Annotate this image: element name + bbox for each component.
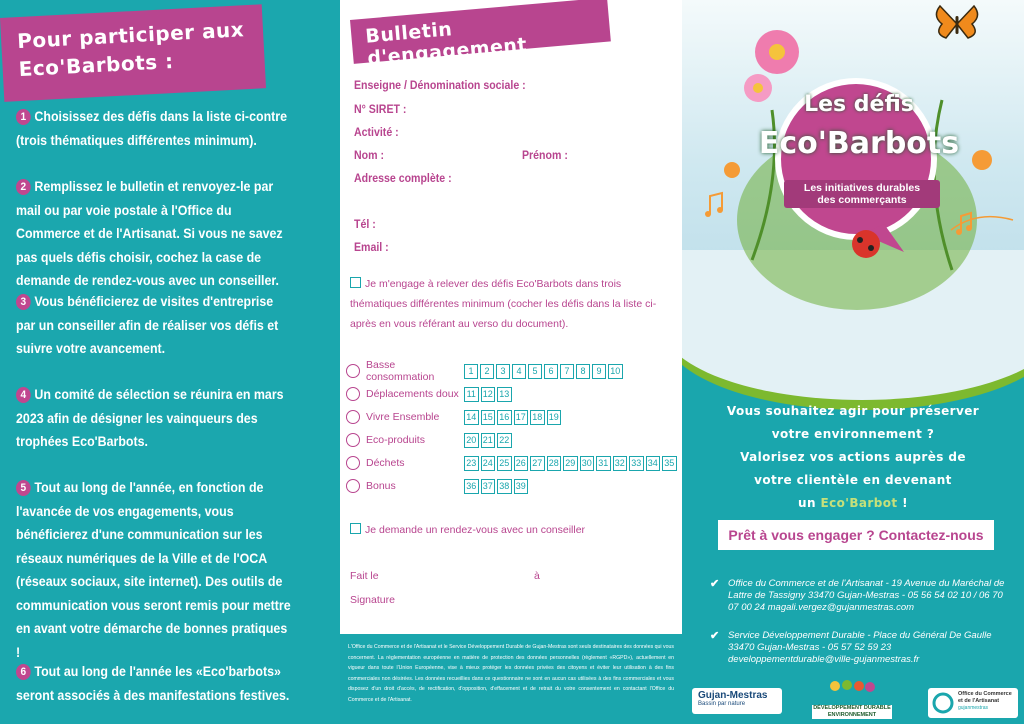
right-panel xyxy=(682,0,1024,724)
check-icon: ✔ xyxy=(710,578,720,590)
category-label: Basse consommation xyxy=(366,359,435,383)
category-label: Déchets xyxy=(366,457,405,469)
challenge-checkbox[interactable]: 27 xyxy=(530,456,545,471)
step-number: 6 xyxy=(16,664,31,680)
step-text: Tout au long de l'année les «Eco'barbots» seront associés à des manifestations festives. xyxy=(16,664,290,703)
step-number: 2 xyxy=(16,179,31,195)
challenge-checkbox[interactable]: 3 xyxy=(496,364,510,379)
left-panel xyxy=(0,0,340,724)
field-activite[interactable]: Activité : xyxy=(354,127,399,139)
form-title: Bulletin d'engagement xyxy=(364,18,528,70)
tagline-line: votre environnement ? xyxy=(771,427,935,441)
step-text: Choisissez des défis dans la liste ci-contre (trois thématiques différentes minimum). xyxy=(16,109,288,148)
challenge-checkbox[interactable]: 10 xyxy=(608,364,623,379)
challenge-checkbox[interactable]: 37 xyxy=(481,479,496,494)
category-label: Vivre Ensemble xyxy=(366,411,440,423)
logo2-text: DÉVELOPPEMENT DURABLE ENVIRONNEMENT xyxy=(813,705,891,718)
bicycle-icon xyxy=(346,387,360,401)
rdv-checkbox-row[interactable] xyxy=(350,520,670,540)
challenge-checkbox[interactable]: 8 xyxy=(576,364,590,379)
bonus-icon xyxy=(346,479,360,493)
challenge-checkbox[interactable]: 23 xyxy=(464,456,479,471)
step-text: Remplissez le bulletin et renvoyez-le par mail ou par voie postale à l'Office du Commerce et de l'Artisanat. Si vous ne savez pas quels défis choisir, cochez la case de demande de rendez-vous avec un conseiller. xyxy=(16,179,283,288)
tagline-eco-barbot: Eco'Barbot xyxy=(820,496,898,510)
form-title-banner xyxy=(350,0,611,70)
engagement-checkbox-row[interactable] xyxy=(350,274,670,334)
bin-icon xyxy=(346,456,360,470)
category-row xyxy=(346,477,530,495)
challenge-checkbox[interactable]: 38 xyxy=(497,479,512,494)
category-label: Déplacements doux xyxy=(366,388,459,400)
logo1-text: Gujan-Mestras xyxy=(698,690,768,701)
legal-text: L'Office du Commerce et de l'Artisanat et le Service Développement Durable de Gujan-Mestras sont seuls destinataires des données qui vous concernent. La réglementation européenne en matière de protection des données personnelles (règlement «RGPD»), actuellement en vigueur dans toute l'Union Européenne, vise à mieux protéger les données privées des citoyens et éviter leur utilisation à des fins commerciales non désirées. Les données recueillies dans ce questionnaire ne sont en aucun cas utilisées à des fins commerciales et vous disposez d'un droit d'accès, de rectification, d'opposition, d'effacement et de retrait du votre consentement en contactant l'Office du Commerce et de l'Artisanat. xyxy=(348,644,674,703)
challenge-checkbox[interactable]: 35 xyxy=(662,456,677,471)
logo-sub1: Les initiatives durables xyxy=(803,182,921,194)
category-row xyxy=(346,454,679,472)
challenge-checkbox[interactable]: 20 xyxy=(464,433,479,448)
logo-subtitle-box xyxy=(784,180,940,208)
people-icon xyxy=(346,410,360,424)
fait-le-label[interactable]: Fait le xyxy=(350,570,379,582)
challenge-checkbox[interactable]: 29 xyxy=(563,456,578,471)
challenge-checkbox[interactable]: 14 xyxy=(464,410,479,425)
field-email[interactable]: Email : xyxy=(354,242,389,254)
challenge-checkbox[interactable]: 26 xyxy=(514,456,529,471)
step-5 xyxy=(16,476,292,664)
engagement-form xyxy=(340,0,682,724)
people-hands-icon xyxy=(827,678,877,700)
challenge-checkbox[interactable]: 13 xyxy=(497,387,512,402)
step-number: 4 xyxy=(16,387,31,403)
challenge-checkbox[interactable]: 12 xyxy=(481,387,496,402)
category-row xyxy=(346,408,563,426)
tagline-line: votre clientèle en devenant xyxy=(754,473,952,487)
gujan-mestras-logo xyxy=(692,688,782,714)
challenge-checkbox[interactable]: 21 xyxy=(481,433,496,448)
tagline-line xyxy=(702,492,1004,515)
challenge-checkbox[interactable]: 39 xyxy=(514,479,529,494)
challenge-checkbox[interactable]: 9 xyxy=(592,364,606,379)
step-text: Un comité de sélection se réunira en mars 2023 afin de désigner les vainqueurs des trophées Eco'Barbots. xyxy=(16,387,284,449)
signature-label[interactable]: Signature xyxy=(350,594,395,606)
challenge-checkbox[interactable]: 24 xyxy=(481,456,496,471)
lightbulb-icon xyxy=(346,364,360,378)
category-row xyxy=(346,359,625,383)
contact-oca-text: Office du Commerce et de l'Artisanat - 19 Avenue du Maréchal de Lattre de Tassigny 33470 Gujan-Mestras - 05 56 54 02 10 / 06 70 07 00 24 magali.vergez@gujanmestras.com xyxy=(728,578,1005,613)
contact-oca xyxy=(710,578,1010,614)
logo-sub2: des commerçants xyxy=(817,194,907,206)
step-3 xyxy=(16,290,292,361)
eco-barbots-logo xyxy=(744,64,974,274)
step-1 xyxy=(16,105,292,152)
challenge-checkbox[interactable]: 30 xyxy=(580,456,595,471)
step-number: 3 xyxy=(16,294,31,310)
check-icon: ✔ xyxy=(710,630,720,642)
rdv-text: Je demande un rendez-vous avec un conseiller xyxy=(365,524,586,536)
contact-dd xyxy=(710,630,1010,666)
a-label[interactable]: à xyxy=(534,570,540,582)
engagement-text: Je m'engage à relever des défis Eco'Barbots dans trois thématiques différentes minimum (cocher les défis dans la liste ci-après en vous référant au verso du document). xyxy=(350,278,657,330)
field-tel[interactable]: Tél : xyxy=(354,219,376,231)
challenge-checkbox[interactable]: 28 xyxy=(547,456,562,471)
challenge-checkbox[interactable]: 2 xyxy=(480,364,494,379)
step-text: Tout au long de l'année, en fonction de l'avancée de vos engagements, vous bénéficierez d'une communication sur les réseaux numériques de la Ville et de l'OCA (réseaux sociaux, site internet). Des outils de communication vous seront remis pour mettre en avant votre démarche de bonnes pratiques ! xyxy=(16,480,291,660)
rdv-checkbox[interactable] xyxy=(350,523,361,534)
challenge-checkbox[interactable]: 7 xyxy=(560,364,574,379)
tagline-line: Valorisez vos actions auprès de xyxy=(740,450,966,464)
challenge-checkbox[interactable]: 36 xyxy=(464,479,479,494)
step-4 xyxy=(16,383,292,454)
engagement-checkbox[interactable] xyxy=(350,277,361,288)
leaf-icon xyxy=(346,433,360,447)
field-siret[interactable]: N° SIRET : xyxy=(354,104,407,116)
category-label: Eco-produits xyxy=(366,434,425,446)
category-row xyxy=(346,431,514,449)
field-enseigne[interactable]: Enseigne / Dénomination sociale : xyxy=(354,80,526,92)
step-number: 5 xyxy=(16,480,31,496)
tagline-un: un xyxy=(798,496,816,510)
challenge-checkbox[interactable]: 18 xyxy=(530,410,545,425)
step-text: Vous bénéficierez de visites d'entreprise par un conseiller afin de réaliser vos défis et suivre votre avancement. xyxy=(16,294,279,356)
challenge-checkbox[interactable]: 5 xyxy=(528,364,542,379)
step-6 xyxy=(16,660,292,707)
logo1-sub: Bassin par nature xyxy=(698,701,746,707)
category-row xyxy=(346,385,514,403)
challenge-checkbox[interactable]: 25 xyxy=(497,456,512,471)
field-prenom[interactable]: Prénom : xyxy=(522,150,568,162)
step-number: 1 xyxy=(16,109,31,125)
category-label: Bonus xyxy=(366,480,396,492)
oca-logo xyxy=(928,688,1018,718)
challenge-checkbox[interactable]: 16 xyxy=(497,410,512,425)
contact-dd-text: Service Développement Durable - Place du Général De Gaulle 33470 Gujan-Mestras - 05 57 52 59 23 developpementdurable@ville-gujanmestras.fr xyxy=(728,630,992,665)
challenge-checkbox[interactable]: 22 xyxy=(497,433,512,448)
music-notes-icon xyxy=(947,200,1017,240)
left-title-line1: Pour participer aux xyxy=(16,17,245,54)
challenge-checkbox[interactable]: 11 xyxy=(464,387,479,402)
tagline-end: ! xyxy=(902,496,908,510)
logo3-line1: Office du Commerce xyxy=(958,691,1012,697)
dev-durable-logo xyxy=(812,678,892,718)
challenge-checkbox[interactable]: 1 xyxy=(464,364,478,379)
tagline-line: Vous souhaitez agir pour préserver xyxy=(726,404,980,418)
challenge-checkbox[interactable]: 34 xyxy=(646,456,661,471)
oca-icon xyxy=(932,692,954,714)
step-2 xyxy=(16,175,292,293)
field-nom[interactable]: Nom : xyxy=(354,150,384,162)
challenge-checkbox[interactable]: 6 xyxy=(544,364,558,379)
challenge-checkbox[interactable]: 4 xyxy=(512,364,526,379)
logo-line1: Les défis xyxy=(804,92,914,117)
legal-notice xyxy=(340,634,682,724)
challenge-checkbox[interactable]: 17 xyxy=(514,410,529,425)
contact-cta-banner: Prêt à vous engager ? Contactez-nous xyxy=(718,520,994,550)
challenge-checkbox[interactable]: 32 xyxy=(613,456,628,471)
logo3-line2: et de l'Artisanat xyxy=(958,698,1000,704)
challenge-checkbox[interactable]: 15 xyxy=(481,410,496,425)
music-notes-icon xyxy=(702,190,732,220)
left-title-banner xyxy=(0,4,266,102)
logo3-line3: gujanmestras xyxy=(958,705,989,711)
field-adresse[interactable]: Adresse complète : xyxy=(354,173,452,185)
challenge-checkbox[interactable]: 19 xyxy=(547,410,562,425)
tagline xyxy=(702,400,1004,515)
left-title-line2: Eco'Barbots : xyxy=(18,48,175,82)
logo-line2: Eco'Barbots xyxy=(758,126,960,161)
challenge-checkbox[interactable]: 33 xyxy=(629,456,644,471)
challenge-checkbox[interactable]: 31 xyxy=(596,456,611,471)
